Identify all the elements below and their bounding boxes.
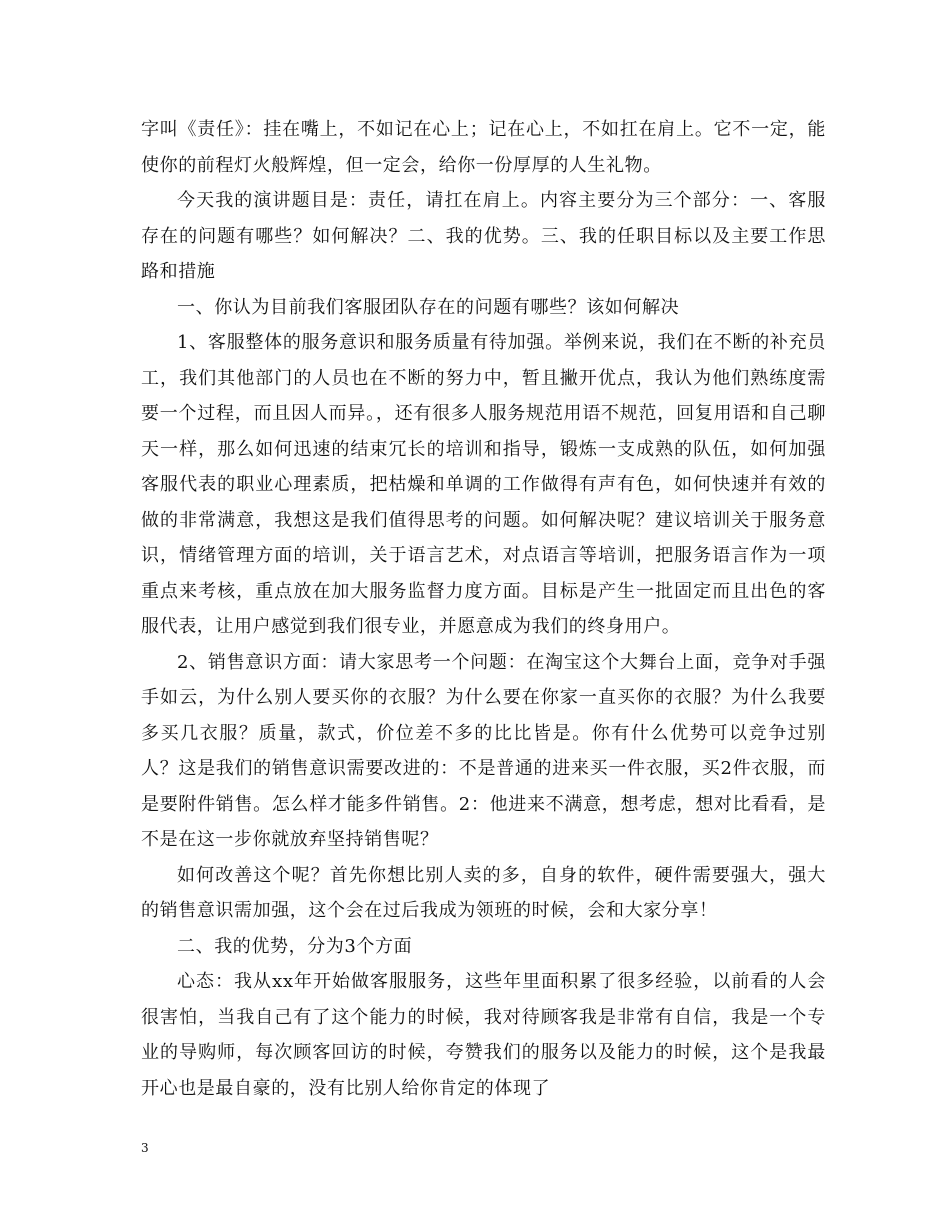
paragraph-intro-continued: 字叫《责任》：挂在嘴上，不如记在心上；记在心上，不如扛在肩上。它不一定，能使你的前程灯火般辉煌，但一定会，给你一份厚厚的人生礼物。 <box>141 119 826 176</box>
paragraph-service-awareness: 1、客服整体的服务意识和服务质量有待加强。举例来说，我们在不断的补充员工，我们其他部门的人员也在不断的努力中，暂且撇开优点，我认为他们熟练度需要一个过程，而且因人而异。，还有很多人服务规范用语不规范，回复用语和自己聊天一样，那么如何迅速的结束冗长的培训和指导，锻炼一支成熟的队伍，如何加强客服代表的职业心理素质，把枯燥和单调的工作做得有声有色，如何快速并有效的做的非常满意，我想这是我们值得思考的问题。如何解决呢？建议培训关于服务意识，情绪管理方面的培训，关于语言艺术，对点语言等培训，把服务语言作为一项重点来考核，重点放在加大服务监督力度方面。目标是产生一批固定而且出色的客服代表，让用户感觉到我们很专业，并愿意成为我们的终身用户。 <box>141 332 826 637</box>
document-body <box>141 112 826 1106</box>
section-heading-problems: 一、你认为目前我们客服团队存在的问题有哪些？该如何解决 <box>177 296 680 318</box>
page-number: 3 <box>141 1141 149 1155</box>
section-heading-advantages: 二、我的优势，分为3个方面 <box>177 935 413 957</box>
paragraph-mindset: 心态：我从xx年开始做客服服务，这些年里面积累了很多经验，以前看的人会很害怕，当我自己有了这个能力的时候，我对待顾客我是非常有自信，我是一个专业的导购师，每次顾客回访的时候，夸赞我们的服务以及能力的时候，这个是我最开心也是最自豪的，没有比别人给你肯定的体现了 <box>141 971 826 1099</box>
paragraph-improvement: 如何改善这个呢？首先你想比别人卖的多，自身的软件，硬件需要强大，强大的销售意识需加强，这个会在过后我成为领班的时候，会和大家分享！ <box>141 864 826 921</box>
paragraph-speech-topic: 今天我的演讲题目是：责任，请扛在肩上。内容主要分为三个部分：一、客服存在的问题有哪些？如何解决？二、我的优势。三、我的任职目标以及主要工作思路和措施 <box>141 190 826 282</box>
paragraph-sales-awareness: 2、销售意识方面：请大家思考一个问题：在淘宝这个大舞台上面，竞争对手强手如云，为什么别人要买你的衣服？为什么要在你家一直买你的衣服？为什么我要多买几衣服？质量，款式，价位差不多的比比皆是。你有什么优势可以竞争过别人？这是我们的销售意识需要改进的：不是普通的进来买一件衣服，买2件衣服，而是要附件销售。怎么样才能多件销售。2：他进来不满意，想考虑，想对比看看，是不是在这一步你就放弃坚持销售呢？ <box>141 651 826 850</box>
